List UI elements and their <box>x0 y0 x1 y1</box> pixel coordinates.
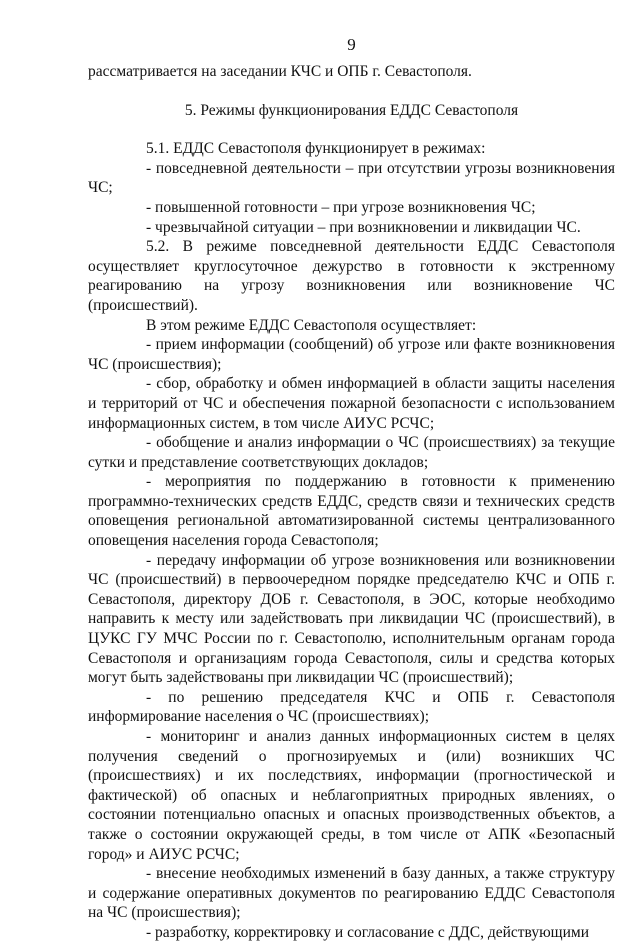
paragraph-mode-high-readiness: - повышенной готовности – при угрозе возникновения ЧС; <box>146 198 536 216</box>
continuation-text: рассматривается на заседании КЧС и ОПБ г. Севастополя. <box>88 63 472 80</box>
section-heading: 5. Режимы функционирования ЕДДС Севастополя <box>184 101 519 119</box>
list-item-database-changes: - внесение необходимых изменений в базу данных, а также структуру и содержание оперативных документов по реагированию ЕДДС Севастополя на ЧС (происшествия); <box>88 865 615 922</box>
paragraph-in-this-mode: В этом режиме ЕДДС Севастополя осуществляет: <box>146 316 477 334</box>
paragraph-5-2: 5.2. В режиме повседневной деятельности ЕДДС Севастополя осуществляет круглосуточное дежурство в готовности к экстренному реагированию на угрозу возникновения или возникновение ЧС (происшествий). <box>88 238 615 314</box>
list-item-monitoring: - мониторинг и анализ данных информационных систем в целях получения сведений о прогнозируемых и (или) возникших ЧС (происшествиях) и их последствиях, информации (прогностической и фактической) об опасных и неблагоприятных природных явлениях, о состоянии потенциально опасных и опасных производственных объектов, а также о состоянии окружающей среды, в том числе от АПК «Безопасный город» и АИУС РСЧС; <box>88 728 615 863</box>
list-item-collect-info: - сбор, обработку и обмен информацией в области защиты населения и территорий от ЧС и обеспечения пожарной безопасности с использованием информационных систем, в том числе АИУС РСЧС; <box>88 375 615 432</box>
list-item-summarize-info: - обобщение и анализ информации о ЧС (происшествиях) за текущие сутки и представление соответствующих докладов; <box>88 434 615 471</box>
page-number: 9 <box>347 35 356 54</box>
document-page <box>88 34 615 943</box>
list-item-receive-info: - прием информации (сообщений) об угрозе или факте возникновения ЧС (происшествия); <box>88 336 615 373</box>
list-item-transmit-info: - передачу информации об угрозе возникновения или возникновении ЧС (происшествий) в первоочередном порядке председателю КЧС и ОПБ г. Севастополя, директору ДОБ г. Севастополя, в ЭОС, которые необходимо направить к месту или задействовать при ликвидации ЧС (происшествий), в ЦУКС ГУ МЧС России по г. Севастополю, исполнительным органам города Севастополя и организациям города Севастополя, силы и средства которых могут быть задействованы при ликвидации ЧС (происшествий); <box>88 551 615 687</box>
list-item-inform-population: - по решению председателя КЧС и ОПБ г. Севастополя информирование населения о ЧС (происшествиях); <box>88 688 615 726</box>
paragraph-mode-daily: - повседневной деятельности – при отсутствии угрозы возникновения ЧС; <box>88 159 615 197</box>
paragraph-5-1: 5.1. ЕДДС Севастополя функционирует в режимах: <box>146 140 486 158</box>
paragraph-mode-emergency: - чрезвычайной ситуации – при возникновении и ликвидации ЧС. <box>146 218 581 236</box>
list-item-development: - разработку, корректировку и согласование с ДДС, действующими <box>146 923 590 941</box>
list-item-readiness-measures: - мероприятия по поддержанию в готовности к применению программно-технических средств ЕДДС, средств связи и технических средств оповещения региональной автоматизированной системы централизованного оповещения населения города Севастополя; <box>88 473 615 550</box>
